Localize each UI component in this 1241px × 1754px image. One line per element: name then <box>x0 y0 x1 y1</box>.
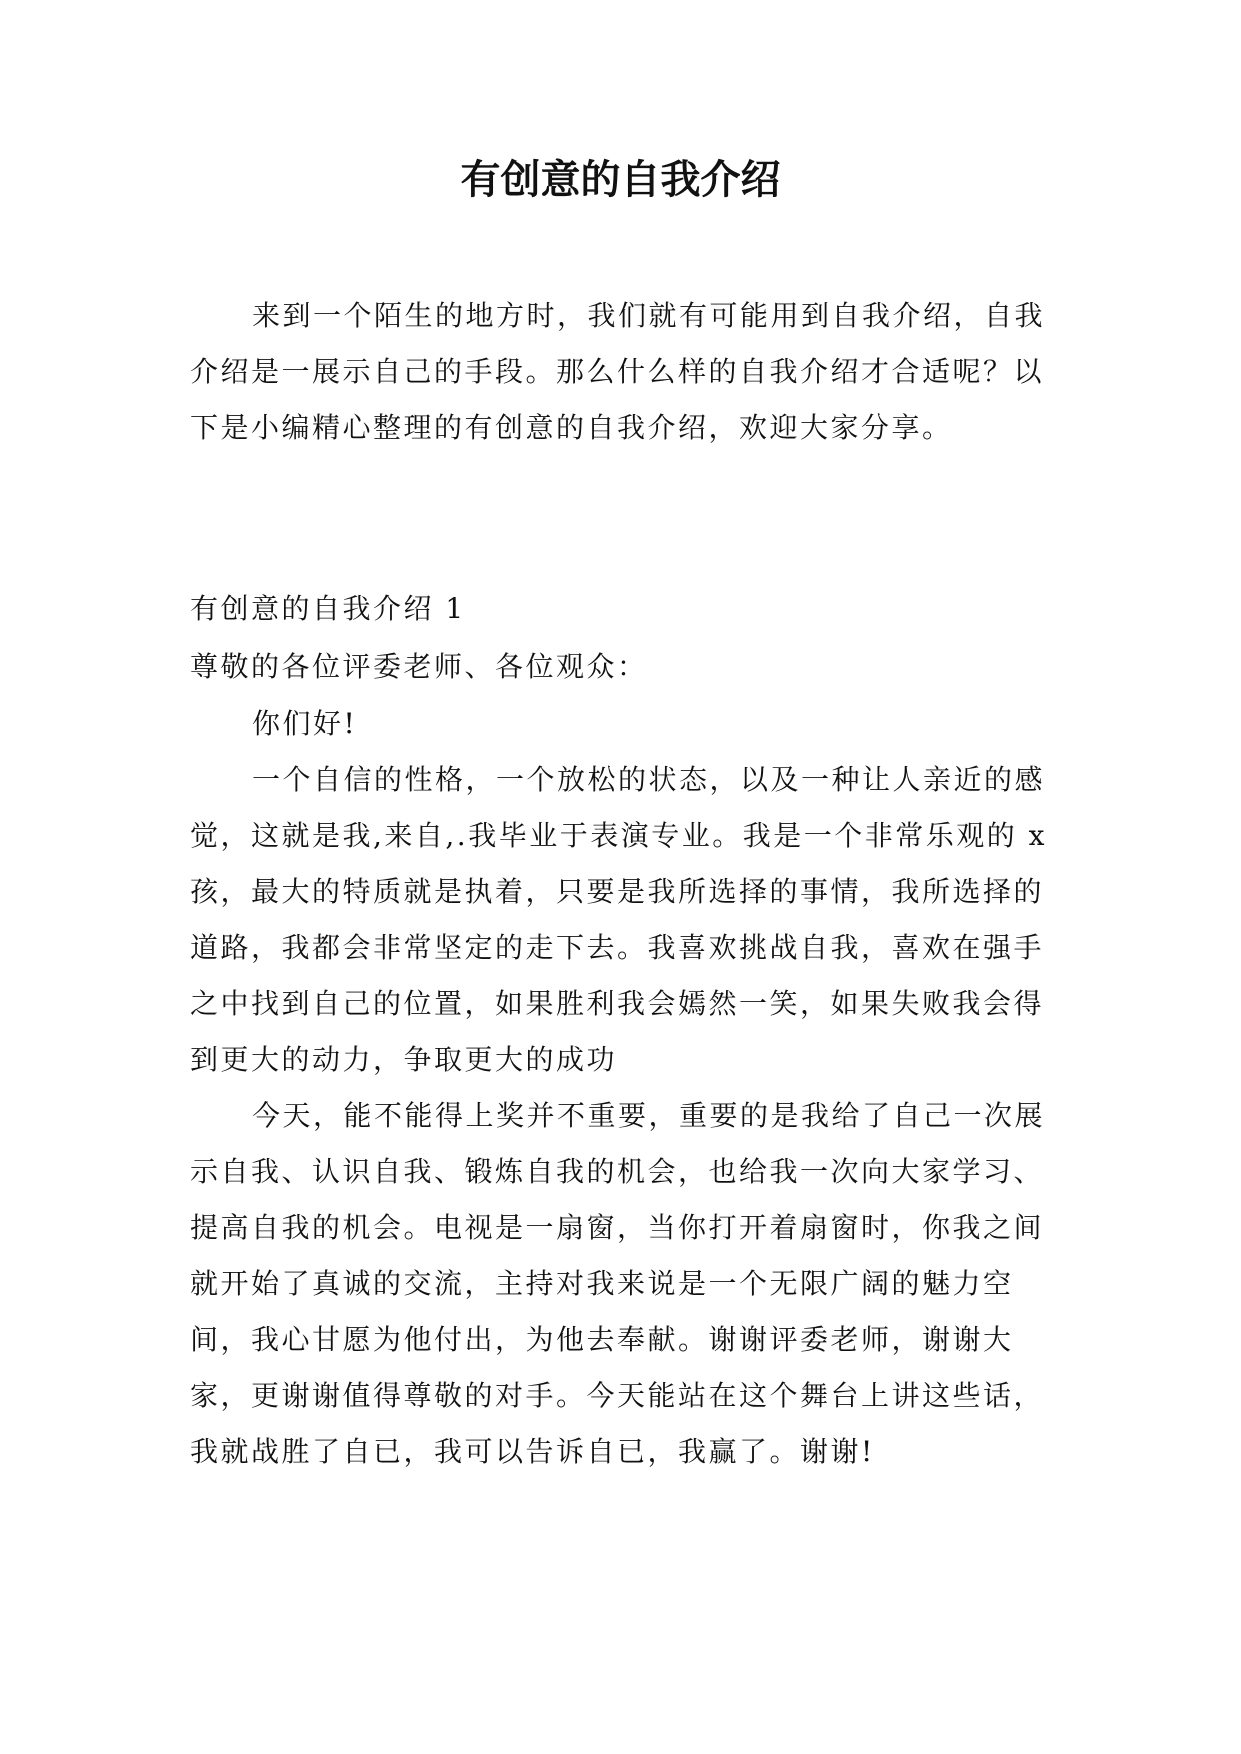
body-paragraph-2: 今天，能不能得上奖并不重要，重要的是我给了自己一次展示自我、认识自我、锻炼自我的机会，也给我一次向大家学习、提高自我的机会。电视是一扇窗，当你打开着扇窗时，你我之间就开始了真诚的交流，主持对我来说是一个无限广阔的魅力空间，我心甘愿为他付出，为他去奉献。谢谢评委老师，谢谢大家，更谢谢值得尊敬的对手。今天能站在这个舞台上讲这些话，我就战胜了自已，我可以告诉自已，我赢了。谢谢! <box>190 1099 1046 1468</box>
intro-paragraph: 来到一个陌生的地方时，我们就有可能用到自我介绍，自我介绍是一展示自己的手段。那么什么样的自我介绍才合适呢？以下是小编精心整理的有创意的自我介绍，欢迎大家分享。 <box>190 299 1046 444</box>
greeting: 你们好! <box>252 707 358 740</box>
salutation: 尊敬的各位评委老师、各位观众： <box>190 650 648 683</box>
section-1 <box>190 580 1060 1480</box>
section-heading: 有创意的自我介绍 1 <box>190 592 466 625</box>
document-title: 有创意的自我介绍 <box>460 157 781 203</box>
body-paragraph-1: 一个自信的性格，一个放松的状态，以及一种让人亲近的感觉，这就是我,来自,.我毕业于表演专业。我是一个非常乐观的 x 孩，最大的特质就是执着，只要是我所选择的事情，我所选择的道路，我都会非常坚定的走下去。我喜欢挑战自我，喜欢在强手之中找到自己的位置，如果胜利我会嫣然一笑，如果失败我会得到更大的动力，争取更大的成功 <box>190 763 1047 1076</box>
